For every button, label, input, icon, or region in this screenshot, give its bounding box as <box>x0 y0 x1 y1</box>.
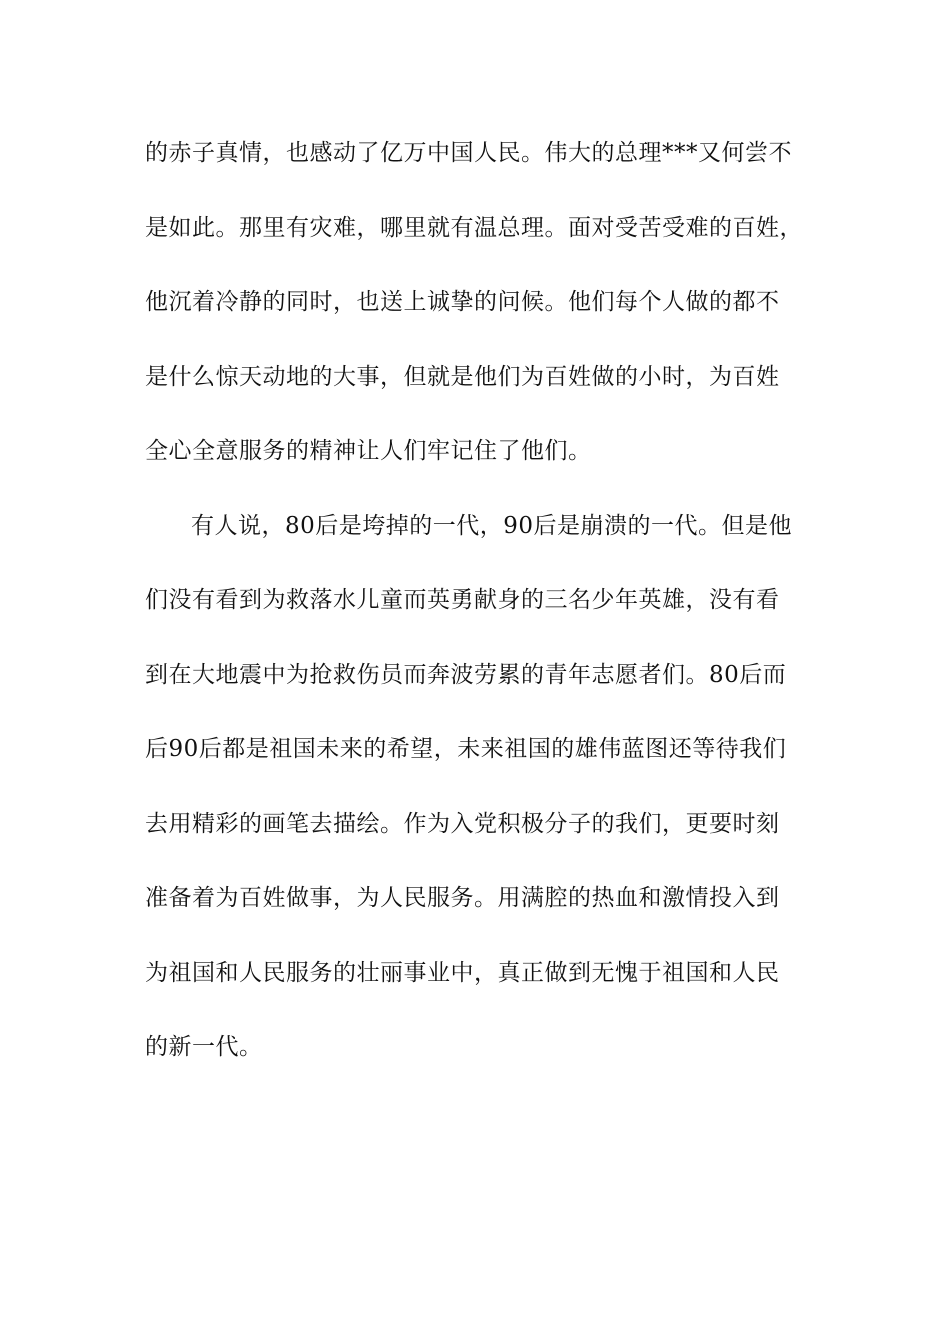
text-line-10: 去用精彩的画笔去描绘。作为入党积极分子的我们，更要时刻 <box>145 810 780 837</box>
text-line-11: 准备着为百姓做事，为人民服务。用满腔的热血和激情投入到 <box>145 885 780 911</box>
text-line-2: 是如此。那里有灾难，哪里就有温总理。面对受苦受难的百姓， <box>145 214 803 241</box>
text-line-6: 有人说，80后是垮掉的一代，90后是崩溃的一代。但是他 <box>191 512 793 539</box>
text-line-12: 为祖国和人民服务的壮丽事业中，真正做到无愧于祖国和人民 <box>145 959 780 986</box>
text-line-9: 后90后都是祖国未来的希望，未来祖国的雄伟蓝图还等待我们 <box>145 736 787 762</box>
text-line-5: 全心全意服务的精神让人们牢记住了他们。 <box>145 438 592 464</box>
text-line-8: 到在大地震中为抢救伤员而奔波劳累的青年志愿者们。80后而 <box>145 661 787 688</box>
text-line-7: 们没有看到为救落水儿童而英勇献身的三名少年英雄，没有看 <box>145 587 780 613</box>
text-line-4: 是什么惊天动地的大事，但就是他们为百姓做的小时，为百姓 <box>145 363 780 390</box>
text-line-1: 的赤子真情，也感动了亿万中国人民。伟大的总理***又何尝不 <box>145 140 792 166</box>
body-text <box>145 128 825 1097</box>
text-line-3: 他沉着冷静的同时，也送上诚挚的问候。他们每个人做的都不 <box>145 289 780 315</box>
text-line-13: 的新一代。 <box>145 1034 263 1060</box>
